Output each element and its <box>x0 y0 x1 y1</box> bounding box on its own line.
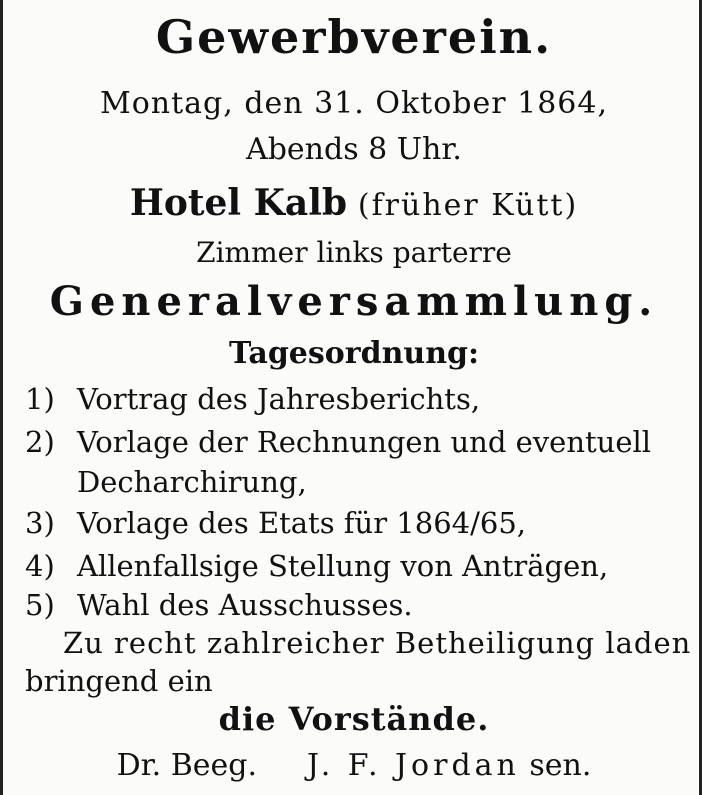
meeting-venue <box>3 182 702 224</box>
agenda-item <box>25 506 695 540</box>
agenda-item-text: Allenfallsige Stellung von Anträgen, <box>77 549 609 583</box>
signatory-second: J. F. Jordan <box>307 748 520 783</box>
venue-former-name: (früher Kütt) <box>357 188 579 223</box>
meeting-room: Zimmer links parterre <box>196 236 512 269</box>
agenda-item-text: Vorlage der Rechnungen und eventuell <box>77 425 652 459</box>
agenda-item <box>25 549 695 583</box>
assembly-heading: Generalversammlung. <box>49 278 659 325</box>
agenda-item-text: Wahl des Ausschusses. <box>77 588 413 622</box>
agenda-heading: Tagesordnung: <box>228 336 480 371</box>
invitation-line: Zu recht zahlreicher Betheiligung laden <box>63 626 692 660</box>
agenda-item-text: Vortrag des Jahresberichts, <box>77 382 481 416</box>
signatories <box>3 748 702 783</box>
agenda-item-number: 1) <box>25 382 55 416</box>
signatory-first: Dr. Beeg. <box>116 748 258 783</box>
meeting-date: Montag, den 31. Oktober 1864, <box>100 86 608 121</box>
signatory-second-suffix: sen. <box>529 748 592 783</box>
agenda-item-number: 4) <box>25 549 55 583</box>
invitation-line: bringend ein <box>25 664 213 698</box>
venue-hotel: Hotel Kalb <box>129 182 348 224</box>
meeting-time: Abends 8 Uhr. <box>246 132 462 167</box>
agenda-item-number: 5) <box>25 588 55 622</box>
agenda-item <box>25 382 695 416</box>
agenda-item-continuation: Decharchirung, <box>77 465 307 499</box>
agenda-item-number: 2) <box>25 425 55 459</box>
notice-title: Gewerbverein. <box>155 10 553 64</box>
signed-by: die Vorstände. <box>218 700 490 738</box>
agenda-item-text: Vorlage des Etats für 1864/65, <box>77 506 526 540</box>
agenda-item <box>25 425 695 459</box>
agenda-item-number: 3) <box>25 506 55 540</box>
agenda-item <box>25 588 695 622</box>
